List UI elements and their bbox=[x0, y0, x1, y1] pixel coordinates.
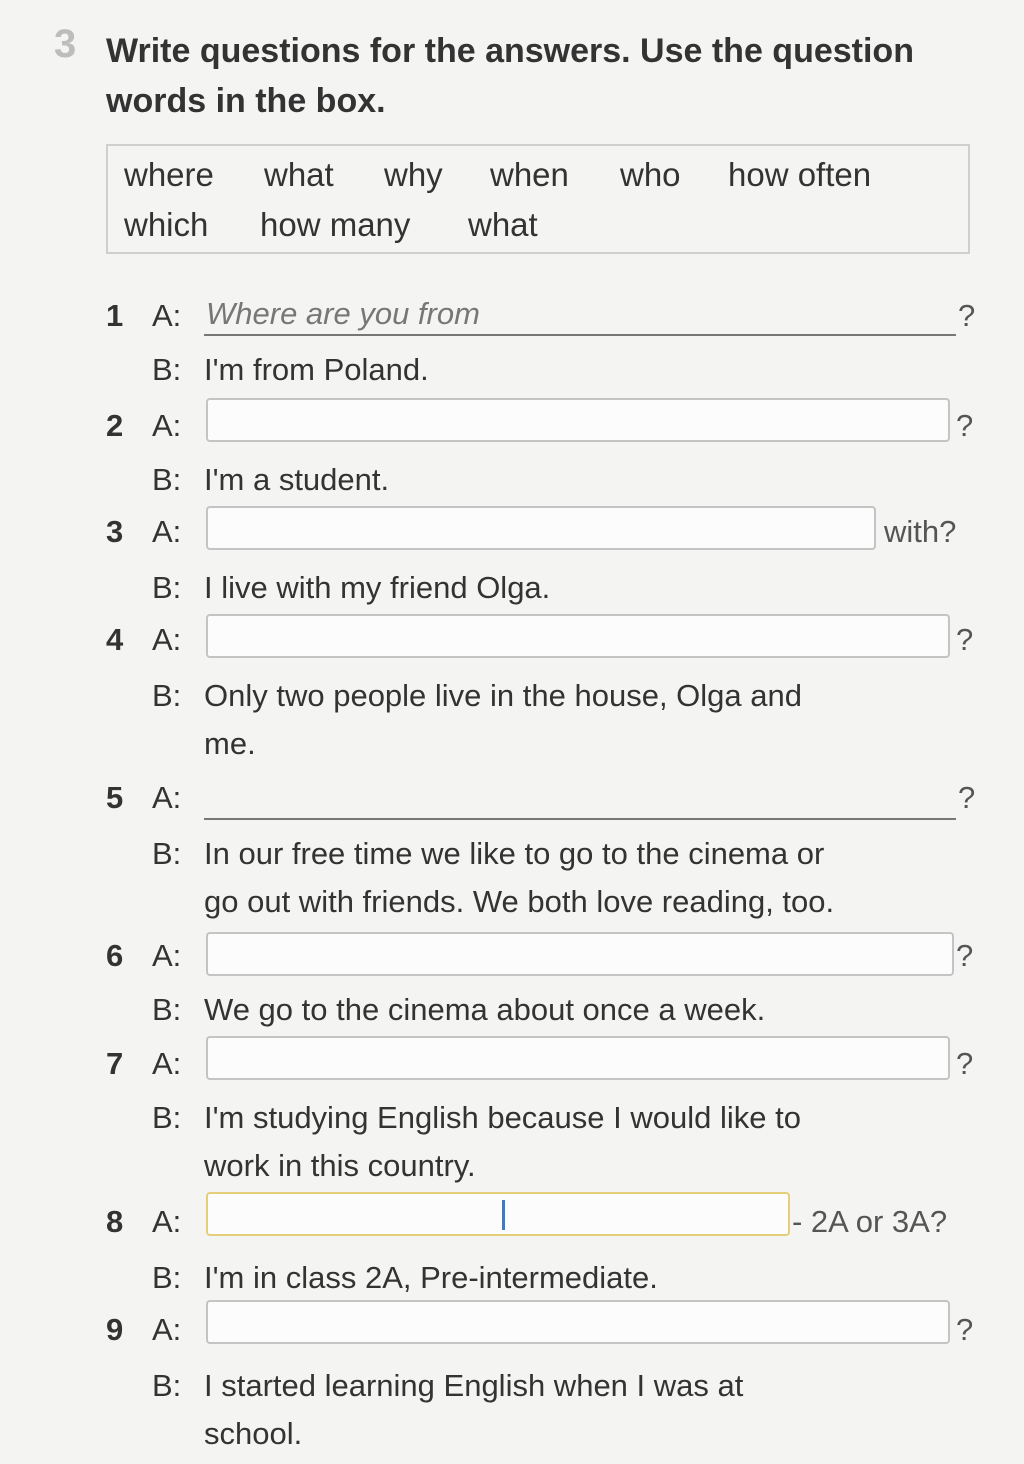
b-answer-line: I'm studying English because I would like to bbox=[204, 1100, 801, 1135]
answer-input-6[interactable] bbox=[206, 932, 954, 976]
b-answer bbox=[204, 456, 984, 504]
b-label: B: bbox=[152, 1260, 182, 1295]
answer-line-5[interactable] bbox=[204, 780, 956, 820]
b-answer bbox=[204, 346, 984, 394]
question-mark: ? bbox=[956, 1312, 974, 1347]
a-label: A: bbox=[152, 514, 182, 549]
b-answer-line: work in this country. bbox=[204, 1148, 476, 1183]
b-answer-line: I started learning English when I was at bbox=[204, 1368, 744, 1403]
word-when: when bbox=[490, 156, 569, 193]
text-caret bbox=[502, 1200, 505, 1230]
item-number: 4 bbox=[106, 622, 124, 657]
b-label: B: bbox=[152, 836, 182, 871]
answer-input-3[interactable] bbox=[206, 506, 876, 550]
word-where: where bbox=[124, 156, 214, 193]
a-label: A: bbox=[152, 1312, 182, 1347]
a-label: A: bbox=[152, 622, 182, 657]
question-mark: ? bbox=[956, 408, 974, 443]
word-which: which bbox=[124, 206, 209, 243]
b-label: B: bbox=[152, 352, 182, 387]
question-mark: ? bbox=[956, 938, 974, 973]
a-label: A: bbox=[152, 1046, 182, 1081]
item-number: 6 bbox=[106, 938, 124, 973]
exercise-instruction bbox=[106, 26, 986, 126]
b-label: B: bbox=[152, 678, 182, 713]
word-why: why bbox=[384, 156, 443, 193]
b-label: B: bbox=[152, 462, 182, 497]
a-label: A: bbox=[152, 938, 182, 973]
b-answer-line: I'm in class 2A, Pre-intermediate. bbox=[204, 1260, 658, 1295]
b-label: B: bbox=[152, 1368, 182, 1403]
b-answer bbox=[204, 830, 984, 926]
b-answer bbox=[204, 1362, 984, 1458]
answer-input-8-active[interactable] bbox=[206, 1192, 790, 1236]
exercise-number: 3 bbox=[54, 22, 77, 66]
b-answer-line: school. bbox=[204, 1416, 303, 1451]
question-word-box bbox=[106, 144, 970, 254]
a-label: A: bbox=[152, 298, 182, 333]
b-answer-line: I'm from Poland. bbox=[204, 352, 429, 387]
b-label: B: bbox=[152, 1100, 182, 1135]
answer-example: Where are you from bbox=[204, 296, 956, 336]
item-number: 9 bbox=[106, 1312, 124, 1347]
item-number: 7 bbox=[106, 1046, 124, 1081]
b-answer bbox=[204, 564, 984, 612]
item-number: 2 bbox=[106, 408, 124, 443]
b-answer bbox=[204, 1094, 984, 1190]
b-answer-line: In our free time we like to go to the cinema or bbox=[204, 836, 825, 871]
b-answer-line: I'm a student. bbox=[204, 462, 390, 497]
b-answer-line: We go to the cinema about once a week. bbox=[204, 992, 766, 1027]
question-mark: ? bbox=[956, 622, 974, 657]
a-label: A: bbox=[152, 408, 182, 443]
item-number: 3 bbox=[106, 514, 124, 549]
answer-input-9[interactable] bbox=[206, 1300, 950, 1344]
question-tail: with? bbox=[884, 514, 957, 549]
a-label: A: bbox=[152, 1204, 182, 1239]
item-number: 1 bbox=[106, 298, 124, 333]
instruction-line-1: Write questions for the answers. Use the question bbox=[106, 32, 914, 70]
item-number: 8 bbox=[106, 1204, 124, 1239]
b-label: B: bbox=[152, 570, 182, 605]
b-answer-line: me. bbox=[204, 726, 256, 761]
question-mark: ? bbox=[958, 780, 976, 815]
b-label: B: bbox=[152, 992, 182, 1027]
question-mark: ? bbox=[958, 298, 976, 333]
word-what: what bbox=[264, 156, 334, 193]
instruction-line-2: words in the box. bbox=[106, 82, 386, 120]
a-label: A: bbox=[152, 780, 182, 815]
answer-input-4[interactable] bbox=[206, 614, 950, 658]
word-how-often: how often bbox=[728, 156, 872, 193]
question-mark: ? bbox=[956, 1046, 974, 1081]
b-answer-line: go out with friends. We both love reading, too. bbox=[204, 884, 835, 919]
b-answer bbox=[204, 986, 984, 1034]
b-answer-line: I live with my friend Olga. bbox=[204, 570, 551, 605]
answer-input-2[interactable] bbox=[206, 398, 950, 442]
b-answer bbox=[204, 672, 984, 768]
word-what-2: what bbox=[468, 206, 538, 243]
word-who: who bbox=[620, 156, 681, 193]
question-tail: - 2A or 3A? bbox=[792, 1204, 948, 1239]
b-answer bbox=[204, 1254, 984, 1302]
answer-input-7[interactable] bbox=[206, 1036, 950, 1080]
item-number: 5 bbox=[106, 780, 124, 815]
b-answer-line: Only two people live in the house, Olga and bbox=[204, 678, 802, 713]
word-how-many: how many bbox=[260, 206, 411, 243]
